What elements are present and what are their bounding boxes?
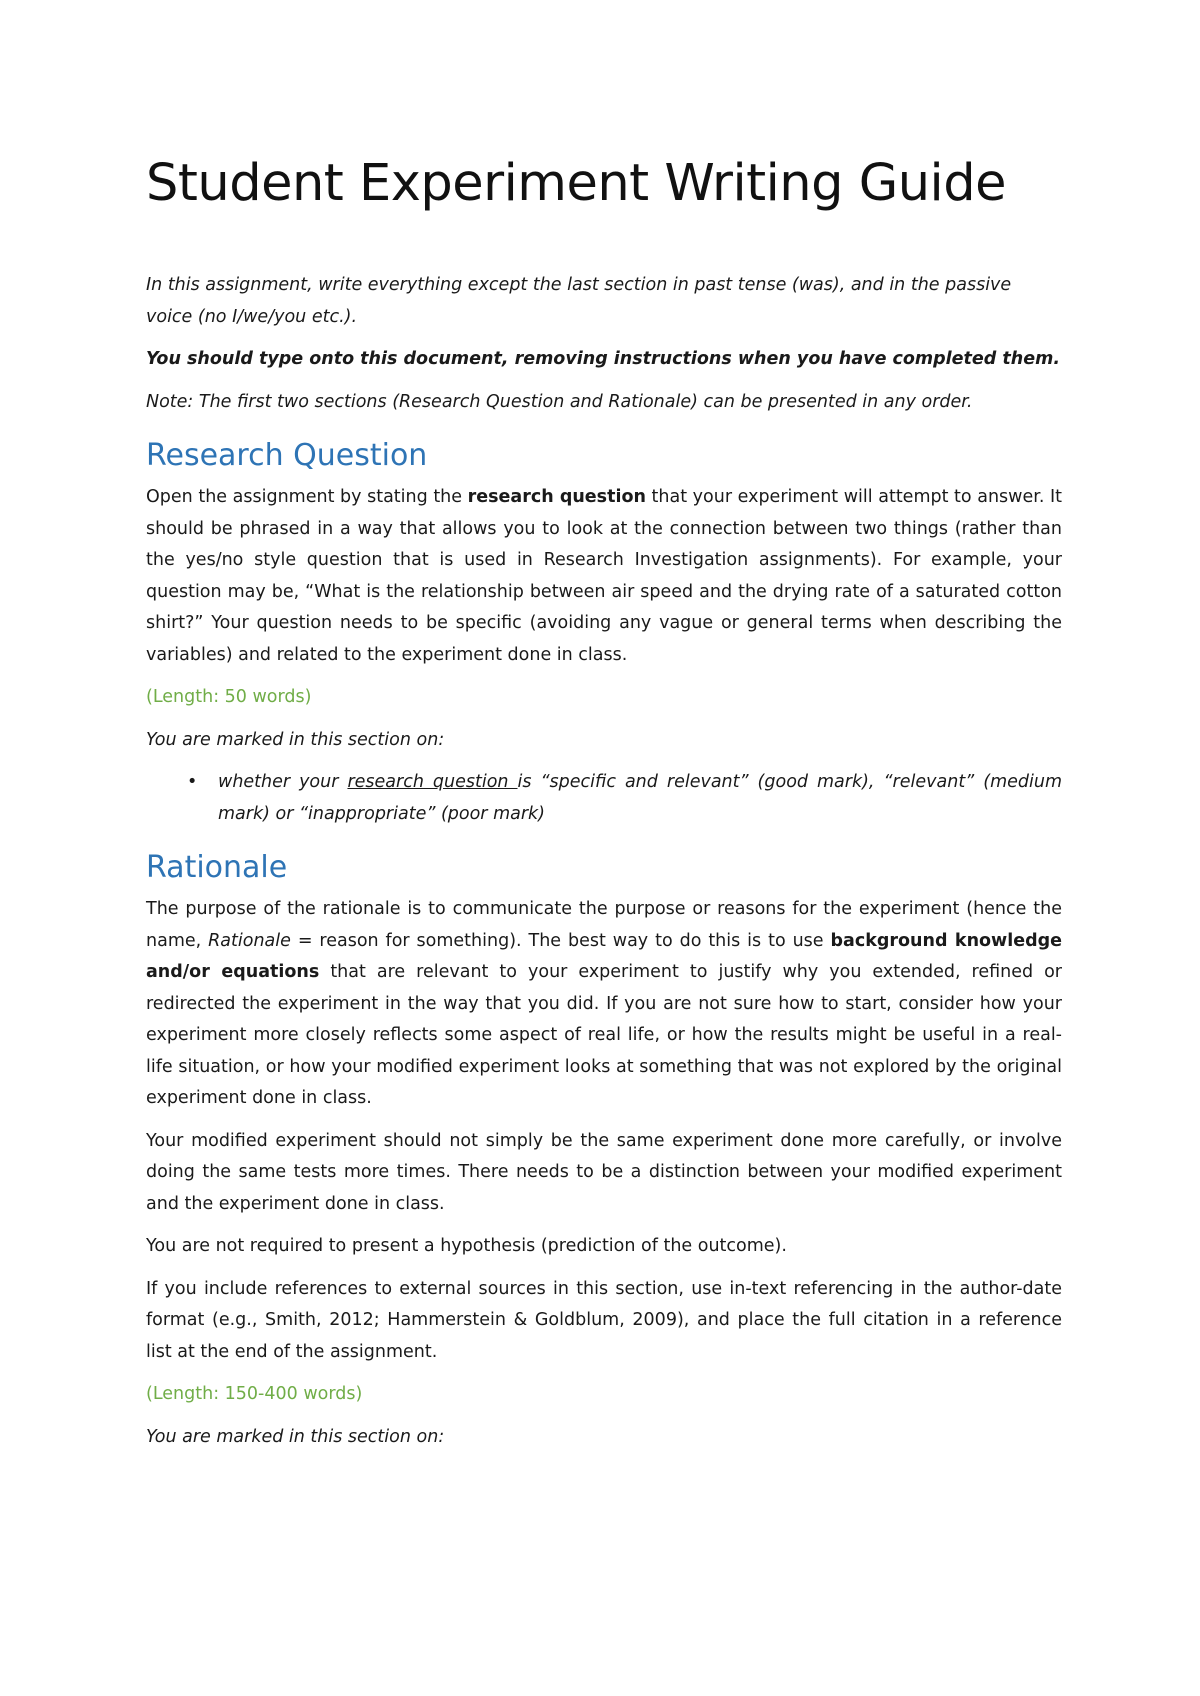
bullet-icon: •	[187, 772, 198, 792]
rationale-text-b: = reason for something). The best way to do this is to use	[290, 930, 831, 951]
rationale-text-a: The purpose of the rationale is to communicate the purpose or reasons for the experiment (hence the name,	[146, 899, 1062, 951]
rq-marked-on: You are marked in this section on:	[146, 729, 445, 750]
rationale-paragraph-1	[146, 894, 1062, 1115]
document-title: Student Experiment Writing Guide	[146, 154, 1006, 213]
rq-text-a: Open the assignment by stating the	[146, 487, 468, 507]
rationale-length-note: (Length: 150-400 words)	[146, 1384, 363, 1404]
document-page	[146, 150, 1062, 1464]
rationale-marked-on: You are marked in this section on:	[146, 1426, 445, 1447]
rationale-heading: Rationale	[146, 850, 288, 885]
rq-length-note: (Length: 50 words)	[146, 687, 312, 707]
rationale-paragraph-3: You are not required to present a hypothesis (prediction of the outcome).	[146, 1236, 787, 1256]
criteria-underlined: research question	[347, 772, 518, 792]
rationale-paragraph-4: If you include references to external sources in this section, use in-text referencing in the author-date format (e.g., Smith, 2012; Hammerstein & Goldblum, 2009), and place the full citation in a reference list at the end of the assignment.	[146, 1278, 1062, 1362]
order-note: Note: The first two sections (Research Question and Rationale) can be presented in any order.	[146, 391, 973, 412]
rq-bold-term: research question	[467, 487, 646, 507]
research-question-paragraph	[146, 482, 1062, 671]
list-item	[187, 767, 1062, 830]
rationale-italic-term: Rationale	[208, 930, 291, 951]
rationale-section	[146, 848, 1062, 1453]
rationale-paragraph-2: Your modified experiment should not simply be the same experiment done more carefully, or involve doing the same tests more times. There needs to be a distinction between your modified experiment and the experiment done in class.	[146, 1130, 1062, 1214]
rationale-text-c: that are relevant to your experiment to justify why you extended, refined or redirected the experiment in the way that you did. If you are not sure how to start, consider how your experiment more closely reflects some aspect of real life, or how the results might be useful in a real-life situation, or how your modified experiment looks at something that was not explored by the original experiment done in class.	[146, 962, 1062, 1108]
criteria-text-a: whether your	[218, 772, 348, 792]
research-question-heading: Research Question	[146, 438, 428, 473]
rq-criteria-list	[146, 767, 1062, 830]
tense-instruction: In this assignment, write everything except the last section in past tense (was), and in the passive voice (no I/we/you etc.).	[146, 275, 1012, 327]
criteria-text-b: is “specific and relevant” (good mark), “relevant” (medium mark) or “inappropriate” (poor mark)	[218, 772, 1062, 824]
type-instruction: You should type onto this document, removing instructions when you have completed them.	[146, 349, 1060, 369]
rationale-bold-term: background knowledge and/or equations	[146, 930, 1063, 982]
rq-text-b: that your experiment will attempt to answer. It should be phrased in a way that allows you to look at the connection between two things (rather than the yes/no style question that is used in Research Investigation assignments). For example, your question may be, “What is the relationship between air speed and the drying rate of a saturated cotton shirt?” Your question needs to be specific (avoiding any vague or general terms when describing the variables) and related to the experiment done in class.	[146, 487, 1063, 665]
research-question-section	[146, 436, 1062, 830]
